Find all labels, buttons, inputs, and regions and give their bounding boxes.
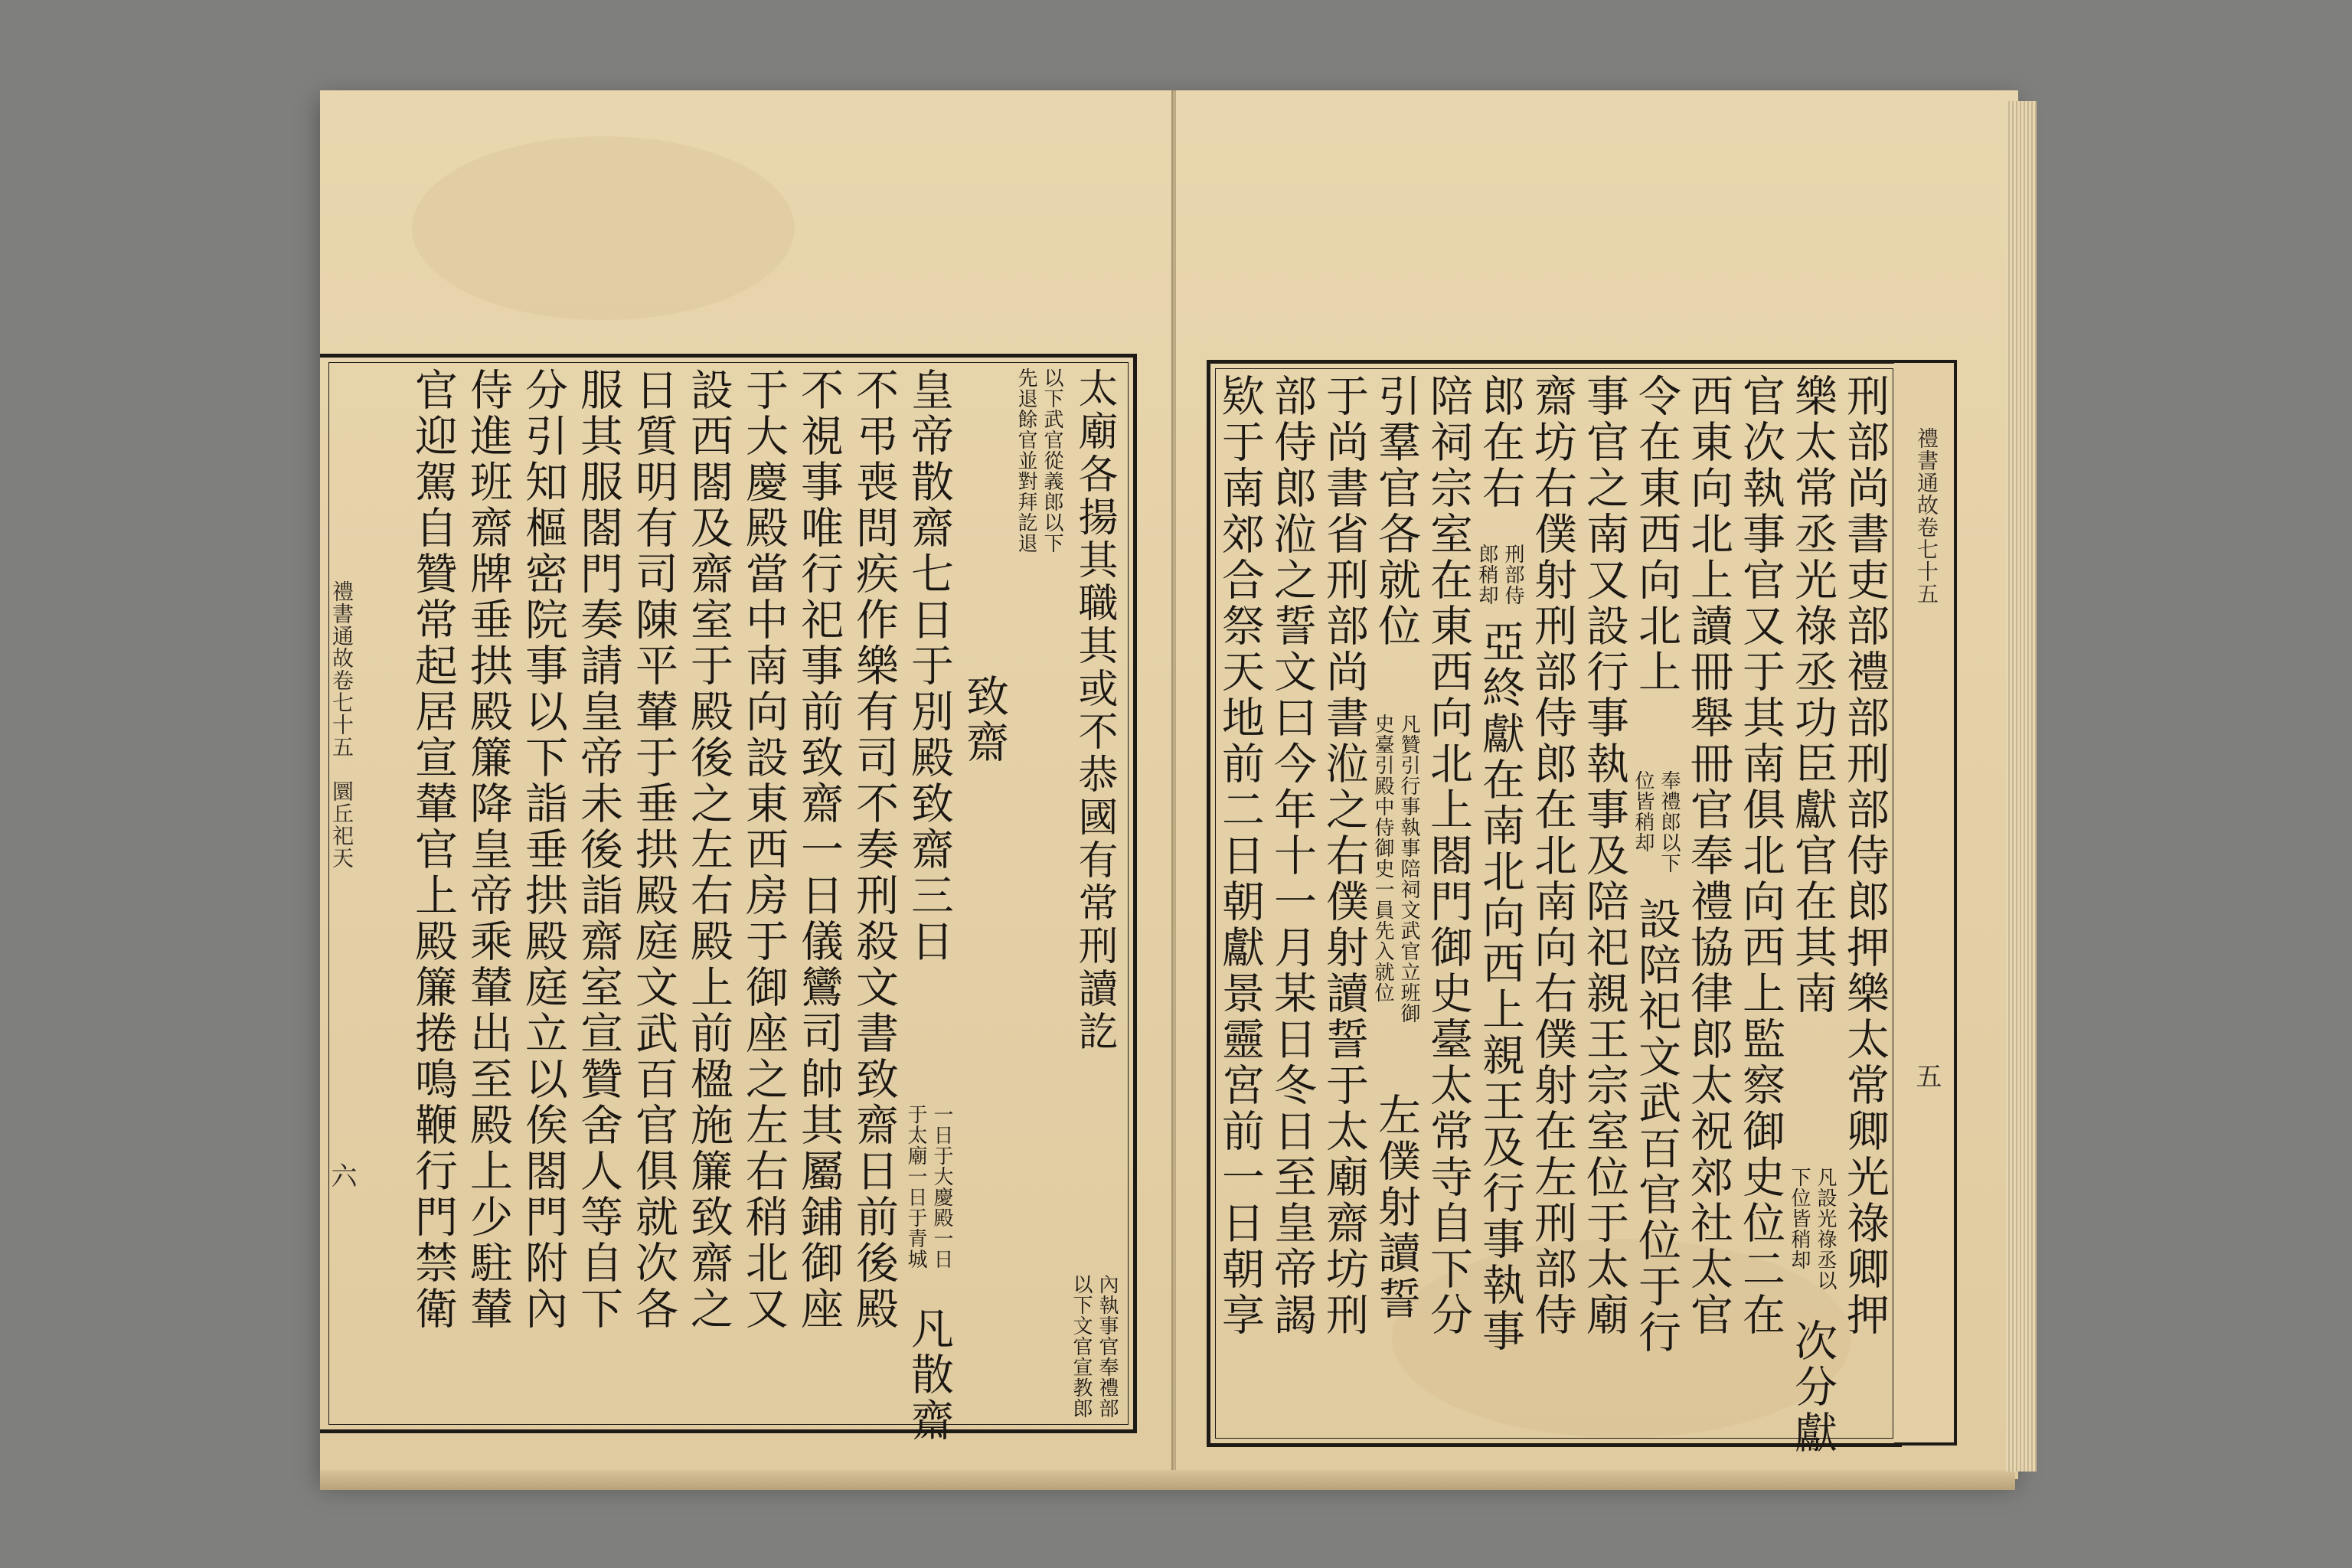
annotation-column: 凡贊引行事執事陪祠文武官立班御 bbox=[1397, 714, 1420, 1024]
paper-stain bbox=[412, 136, 795, 320]
annotation-column: 下位皆稍却 bbox=[1788, 1167, 1811, 1270]
text-column: 令在東西向北上 bbox=[1632, 374, 1681, 695]
annotation-column: 內執事官奉禮部 bbox=[1096, 1274, 1119, 1419]
page-edge-bottom bbox=[320, 1470, 2015, 1490]
text-column: 左僕射讀誓 bbox=[1371, 1093, 1421, 1322]
text-column: 陪祠宗室在東西向北上閤門御史臺太常寺自下分 bbox=[1423, 374, 1473, 1338]
text-column: 引羣官各就位 bbox=[1371, 374, 1421, 649]
text-column: 凡散齋 bbox=[904, 1306, 954, 1444]
text-column: 官次執事官又于其南俱北向西上監察御史位二在 bbox=[1736, 374, 1785, 1338]
annotation-column: 凡設光祿丞以 bbox=[1814, 1167, 1837, 1291]
text-column: 事官之南又設行事執事及陪祀親王宗室位于太廟 bbox=[1579, 374, 1629, 1338]
text-column: 部侍郎涖之誓文曰今年十一月某日冬日至皇帝謁 bbox=[1267, 374, 1317, 1338]
text-column: 太廟各揚其職其或不恭國有常刑讀訖 bbox=[1071, 368, 1117, 1054]
annotation-column: 位皆稍却 bbox=[1632, 770, 1655, 853]
text-column: 服其服閤門奏請皇帝未後詣齋室宣贊舍人等自下 bbox=[573, 368, 623, 1332]
text-column: 侍進班齋牌垂拱殿簾降皇帝乘輦出至殿上少駐輦 bbox=[463, 368, 513, 1332]
text-column: 西東向北上讀冊舉冊官奉禮協律郎太祝郊社太官 bbox=[1684, 374, 1733, 1338]
left-page-number: 六 bbox=[326, 1162, 357, 1191]
annotation-column: 先退餘官並對拜訖退 bbox=[1014, 368, 1037, 554]
annotation-column: 以下文官宣教郎 bbox=[1070, 1274, 1093, 1419]
text-column: 齋坊右僕射刑部侍郎在北南向右僕射在左刑部侍 bbox=[1527, 374, 1577, 1338]
text-column: 樂太常丞光祿丞功臣獻官在其南 bbox=[1788, 374, 1838, 1017]
text-column: 皇帝散齋七日于別殿致齋三日 bbox=[904, 368, 954, 965]
text-column: 致齋 bbox=[959, 674, 1009, 766]
right-page-number: 五 bbox=[1911, 1063, 1942, 1092]
text-column: 設西閤及齋室于殿後之左右殿上前楹施簾致齋之 bbox=[684, 368, 733, 1332]
text-column: 官迎駕自贊常起居宣輦官上殿簾捲鳴鞭行門禁衛 bbox=[408, 368, 458, 1332]
text-column: 分引知樞密院事以下詣垂拱殿庭立以俟閤門附內 bbox=[518, 368, 568, 1332]
annotation-column: 刑部侍 bbox=[1501, 544, 1524, 606]
text-column: 日質明有司陳平輦于垂拱殿庭文武百官俱就次各 bbox=[629, 368, 678, 1332]
book bbox=[320, 90, 2015, 1479]
annotation-column: 史臺引殿中侍御史一員先入就位 bbox=[1371, 714, 1394, 1003]
left-running-head: 禮書通故卷七十五 圜丘祀天 bbox=[329, 580, 354, 869]
page-edge-right bbox=[2006, 101, 2037, 1472]
text-column: 于尚書省刑部尚書涖之右僕射讀誓于太廟齋坊刑 bbox=[1319, 374, 1369, 1338]
annotation-column: 奉禮郎以下 bbox=[1658, 770, 1681, 874]
annotation-column: 郎稍却 bbox=[1475, 544, 1498, 606]
text-column: 亞終獻在南北向西上親王及行事執事 bbox=[1475, 619, 1525, 1354]
text-column: 郎在右 bbox=[1475, 374, 1525, 511]
annotation-column: 以下武官從義郎以下 bbox=[1040, 368, 1063, 554]
annotation-column: 一日于大慶殿一日 bbox=[930, 1104, 953, 1269]
text-column: 不弔喪問疾作樂有司不奏刑殺文書致齋日前後殿 bbox=[849, 368, 899, 1332]
text-column: 不視事唯行祀事前致齋一日儀鸞司帥其屬鋪御座 bbox=[794, 368, 844, 1332]
right-running-head: 禮書通故卷七十五 bbox=[1914, 427, 1939, 605]
text-column: 欵于南郊合祭天地前二日朝獻景靈宮前一日朝享 bbox=[1215, 374, 1265, 1338]
text-column: 于大慶殿當中南向設東西房于御座之左右稍北又 bbox=[739, 368, 789, 1332]
text-column: 刑部尚書吏部禮部刑部侍郎押樂太常卿光祿卿押 bbox=[1840, 374, 1890, 1338]
annotation-column: 于太廟一日于青城 bbox=[904, 1104, 927, 1269]
text-column: 設陪祀文武百官位于行 bbox=[1632, 897, 1681, 1356]
text-column: 次分獻 bbox=[1788, 1318, 1838, 1456]
